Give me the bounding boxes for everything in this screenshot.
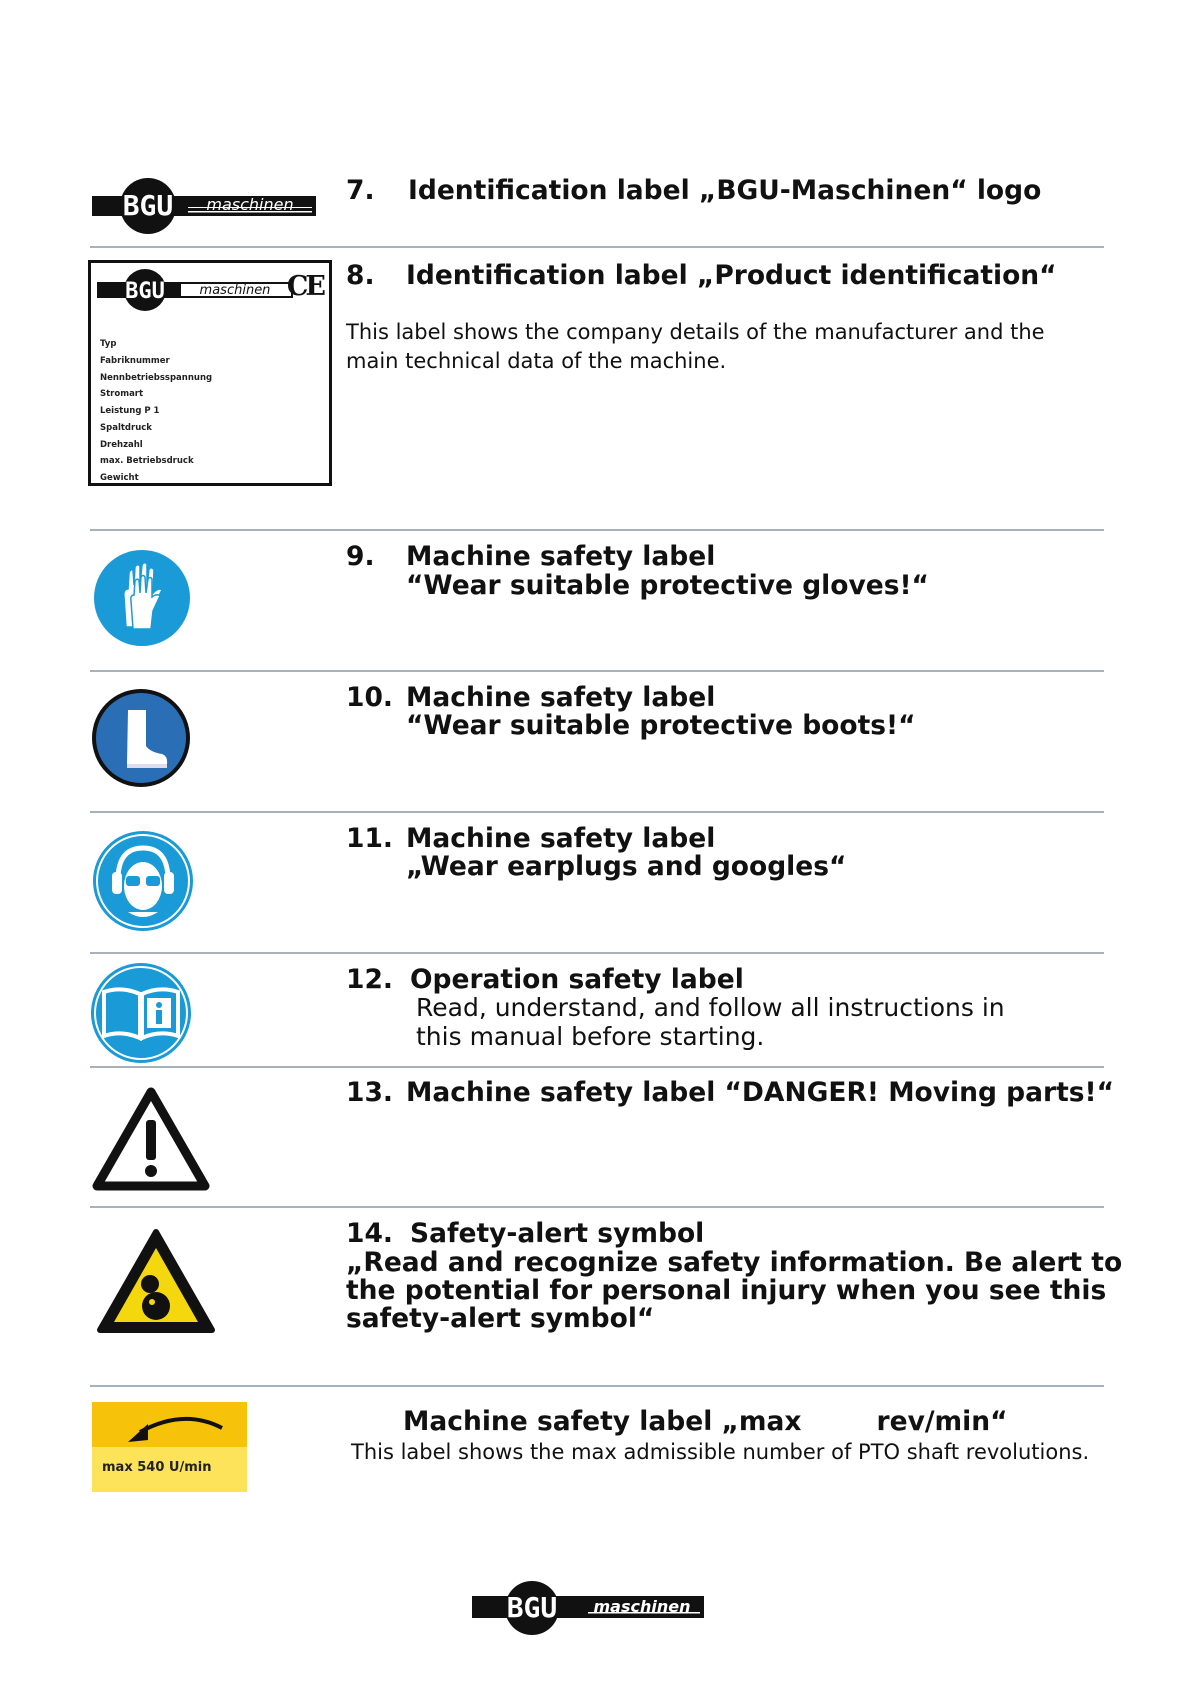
divider — [90, 1206, 1104, 1208]
divider — [90, 1066, 1104, 1068]
svg-text:maschinen: maschinen — [593, 1597, 691, 1616]
section-14-body-line: safety-alert symbol“ — [346, 1303, 655, 1334]
section-13-title: 13. Machine safety label “DANGER! Moving parts!“ — [346, 1077, 1115, 1108]
section-12-body-line: Read, understand, and follow all instructions in — [416, 993, 1005, 1022]
svg-text:BGU: BGU — [125, 279, 165, 304]
section-12-title: 12. Operation safety label — [346, 964, 744, 995]
divider — [90, 246, 1104, 248]
section-14-body-line: the potential for personal injury when you see this — [346, 1275, 1107, 1306]
section-rpm-title: Machine safety label „max rev/min“ — [403, 1406, 1008, 1437]
section-11-subtitle: „Wear earplugs and googles“ — [406, 851, 847, 882]
divider — [90, 1385, 1104, 1387]
bgu-logo-large — [88, 176, 320, 240]
section-8-body-line: This label shows the company details of the manufacturer and the — [346, 320, 1045, 344]
bgu-logo-footer — [470, 1580, 706, 1644]
section-10-title: 10. Machine safety label — [346, 682, 716, 713]
svg-text:maschinen: maschinen — [206, 195, 294, 214]
field-label: Typ — [100, 339, 117, 349]
field-label: Drehzahl — [100, 440, 143, 450]
section-10-subtitle: “Wear suitable protective boots!“ — [406, 710, 916, 741]
product-identification-label — [88, 260, 332, 486]
section-14-body-line: „Read and recognize safety information. Be alert to — [346, 1247, 1123, 1278]
section-9-subtitle: “Wear suitable protective gloves!“ — [406, 570, 929, 601]
boots-icon — [90, 688, 192, 788]
field-label: Leistung P 1 — [100, 406, 160, 416]
section-11-title: 11. Machine safety label — [346, 823, 716, 854]
warning-triangle-icon — [92, 1086, 210, 1192]
field-label: Stromart — [100, 389, 144, 399]
manual-icon — [90, 962, 192, 1064]
section-8-title: 8. Identification label „Product identification“ — [346, 260, 1057, 291]
max-rpm-text: max 540 U/min — [102, 1460, 212, 1475]
rotation-arrow-icon — [114, 1408, 234, 1448]
max-rpm-label — [92, 1402, 247, 1492]
section-14-title: 14. Safety-alert symbol — [346, 1218, 705, 1249]
section-8-body-line: main technical data of the machine. — [346, 349, 727, 373]
divider — [90, 670, 1104, 672]
field-label: Nennbetriebsspannung — [100, 373, 213, 383]
section-9-title: 9. Machine safety label — [346, 541, 716, 572]
field-label: max. Betriebsdruck — [100, 456, 194, 466]
entanglement-warning-icon — [96, 1228, 216, 1336]
field-label: Fabriknummer — [100, 356, 170, 366]
divider — [90, 952, 1104, 954]
field-label: Gewicht — [100, 473, 139, 483]
ear-eye-protection-icon — [92, 830, 194, 932]
section-12-body-line: this manual before starting. — [416, 1022, 765, 1051]
divider — [90, 529, 1104, 531]
gloves-icon — [93, 549, 191, 647]
svg-text:BGU: BGU — [506, 1591, 558, 1624]
divider — [90, 811, 1104, 813]
field-label: Spaltdruck — [100, 423, 152, 433]
svg-text:maschinen: maschinen — [199, 283, 271, 298]
section-7-title: 7. Identification label „BGU-Maschinen“ logo — [346, 175, 1042, 206]
svg-text:BGU: BGU — [122, 189, 174, 222]
section-rpm-body: This label shows the max admissible number of PTO shaft revolutions. — [351, 1440, 1090, 1464]
ce-mark: CE — [286, 271, 323, 302]
